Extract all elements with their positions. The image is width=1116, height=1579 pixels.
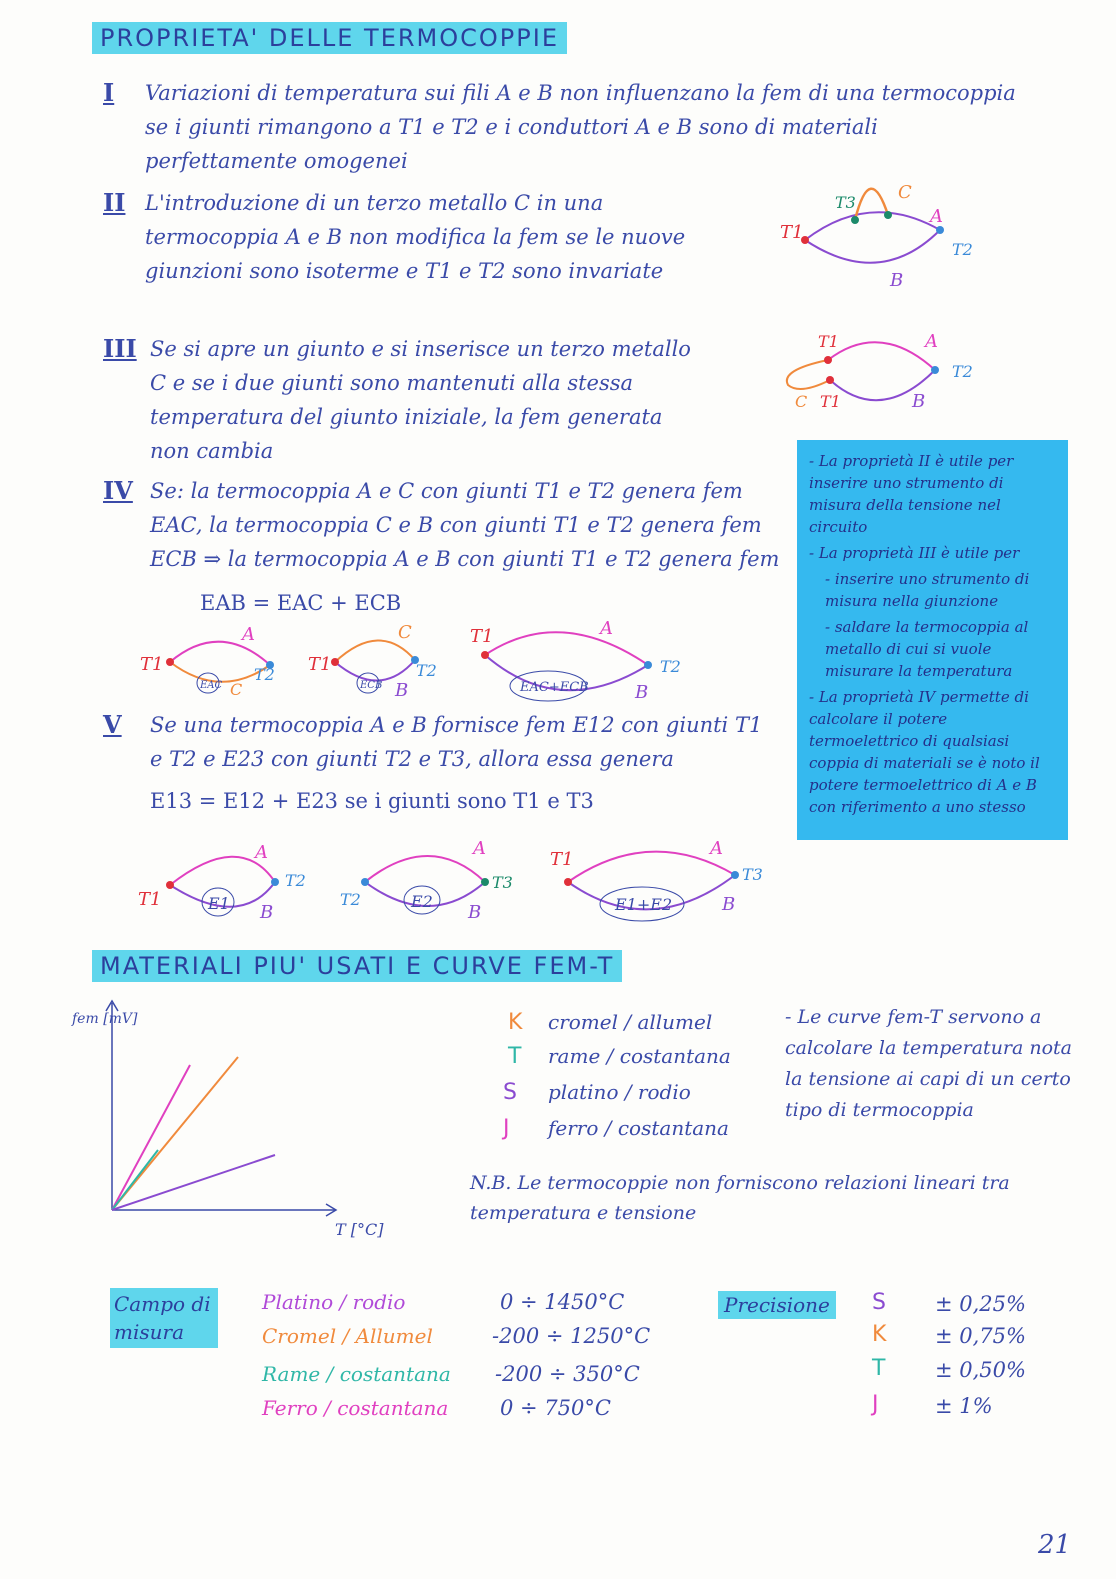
item-number-5: V [103, 710, 122, 739]
label-b: B [260, 902, 274, 923]
range-value: -200 ÷ 350°C [495, 1362, 640, 1386]
fem-label: EAC+ECB [520, 680, 589, 695]
legend-name-j: ferro / costantana [548, 1116, 729, 1140]
fem-label: EAC [200, 680, 223, 691]
label-c: C [398, 622, 412, 643]
item-number-2: II [103, 188, 126, 217]
label-b: B [722, 894, 736, 915]
label-b: B [890, 270, 904, 290]
fem-label: E2 [411, 892, 433, 911]
precision-label: Precisione [718, 1291, 836, 1319]
label-a: A [930, 206, 943, 227]
fem-label: E1 [208, 894, 230, 913]
item-number-4: IV [103, 476, 133, 505]
graph-ylabel: fem [mV] [72, 1011, 138, 1027]
legend-name-t: rame / costantana [548, 1044, 731, 1068]
fem-label: ECB [360, 680, 383, 691]
fem-t-graph [60, 995, 410, 1245]
label-c: C [230, 680, 243, 699]
note-line: - inserire uno strumento di misura nella giunzione [825, 570, 1030, 610]
legend-code-k: K [508, 1010, 523, 1035]
item-text-2: L'introduzione di un terzo metallo C in una termocoppia A e B non modifica la fem se le nuove giunzioni sono isoterme e T1 e T2 sono invariate [145, 191, 686, 283]
side-note: - Le curve fem-T servono a calcolare la temperatura nota la tensione ai capi di un certo tipo di termocoppia [785, 1006, 1073, 1121]
label-t1: T1 [780, 222, 804, 243]
range-material: Cromel / Allumel [262, 1324, 433, 1348]
precision-value: ± 1% [935, 1394, 993, 1418]
item-number-1: I [103, 78, 115, 107]
section-title-properties: PROPRIETA' DELLE TERMOCOPPIE [92, 22, 567, 54]
label-a: A [600, 618, 613, 639]
nb-note: N.B. Le termocoppie non forniscono relazioni lineari tra temperatura e tensione [470, 1172, 1010, 1224]
label-t2: T2 [952, 240, 973, 259]
diagram-property-3 [780, 325, 980, 420]
item-text-5: Se una termocoppia A e B fornisce fem E12 con giunti T1 e T2 e E23 con giunti T2 e T3, allora essa genera [150, 713, 763, 771]
precision-code: J [872, 1392, 879, 1417]
label-t1: T1 [820, 392, 841, 411]
label-a: A [925, 331, 938, 352]
range-material: Platino / rodio [262, 1290, 406, 1314]
legend-code-s: S [503, 1080, 517, 1105]
item-formula-5: E13 = E12 + E23 se i giunti sono T1 e T3 [150, 789, 594, 813]
range-label: Campo di misura [110, 1288, 218, 1348]
precision-code: S [872, 1290, 886, 1315]
label-a: A [242, 624, 255, 645]
label-a: A [255, 842, 268, 863]
legend-name-s: platino / rodio [548, 1080, 691, 1104]
label-b: B [635, 682, 649, 703]
label-b: B [395, 680, 409, 701]
note-line: - La proprietà II è utile per inserire uno strumento di misura della tensione nel circuito [809, 452, 1014, 536]
label-t1: T1 [140, 654, 164, 675]
label-t3: T3 [492, 873, 513, 892]
label-t2: T2 [254, 665, 275, 684]
label-t1: T1 [308, 654, 332, 675]
label-t2: T2 [952, 362, 973, 381]
label-c: C [898, 182, 912, 203]
label-t2: T2 [285, 871, 306, 890]
item-number-3: III [103, 334, 137, 363]
label-a: A [473, 838, 486, 859]
precision-code: T [872, 1356, 886, 1381]
range-material: Ferro / costantana [262, 1396, 449, 1420]
graph-xlabel: T [°C] [335, 1220, 384, 1239]
label-t1: T1 [818, 332, 839, 351]
note-line: - La proprietà IV permette di calcolare il potere termoelettrico di qualsiasi coppia di materiali se è noto il potere termoelettrico di A e B con riferimento a uno stesso [809, 688, 1040, 816]
range-material: Rame / costantana [262, 1362, 451, 1386]
page-number: 21 [1038, 1530, 1072, 1560]
label-b: B [912, 391, 926, 412]
label-t1: T1 [138, 889, 162, 910]
label-a: A [710, 838, 723, 859]
precision-code: K [872, 1322, 887, 1347]
item-formula-4: EAB = EAC + ECB [200, 591, 402, 615]
diagram-property-4 [130, 610, 690, 710]
label-t1: T1 [550, 849, 574, 870]
legend-code-j: J [503, 1116, 510, 1141]
precision-value: ± 0,75% [935, 1324, 1026, 1348]
legend-code-t: T [508, 1044, 522, 1069]
label-t3: T3 [835, 193, 856, 212]
fem-label: E1+E2 [615, 895, 673, 914]
label-t2: T2 [340, 890, 361, 909]
label-c: C [795, 392, 808, 411]
legend-name-k: cromel / allumel [548, 1010, 713, 1034]
note-line: - La proprietà III è utile per [809, 544, 1020, 562]
label-t2: T2 [660, 657, 681, 676]
range-value: 0 ÷ 750°C [500, 1396, 611, 1420]
diagram-property-2 [770, 170, 980, 290]
section-title-materials: MATERIALI PIU' USATI E CURVE FEM-T [92, 950, 622, 982]
range-value: -200 ÷ 1250°C [492, 1324, 651, 1348]
precision-value: ± 0,50% [935, 1358, 1026, 1382]
item-text-3: Se si apre un giunto e si inserisce un terzo metallo C e se i due giunti sono mantenuti alla stessa temperatura del giunto iniziale, la fem generata non cambia [150, 337, 691, 463]
item-text-1: Variazioni di temperatura sui fili A e B non influenzano la fem di una termocoppia se i giunti rimangono a T1 e T2 e i conduttori A e B sono di materiali perfettamente omogenei [145, 81, 1016, 173]
precision-value: ± 0,25% [935, 1292, 1026, 1316]
note-box [797, 440, 1068, 840]
note-line: - saldare la termocoppia al metallo di cui si vuole misurare la temperatura [825, 618, 1029, 680]
item-text-4: Se: la termocoppia A e C con giunti T1 e T2 genera fem EAC, la termocoppia C e B con giunti T1 e T2 genera fem ECB ⇒ la termocoppia A e B con giunti T1 e T2 genera fem [150, 479, 780, 571]
label-t3: T3 [742, 865, 763, 884]
label-t1: T1 [470, 626, 494, 647]
label-b: B [468, 902, 482, 923]
label-t2: T2 [416, 661, 437, 680]
diagram-property-5 [130, 830, 780, 930]
range-value: 0 ÷ 1450°C [500, 1290, 625, 1314]
